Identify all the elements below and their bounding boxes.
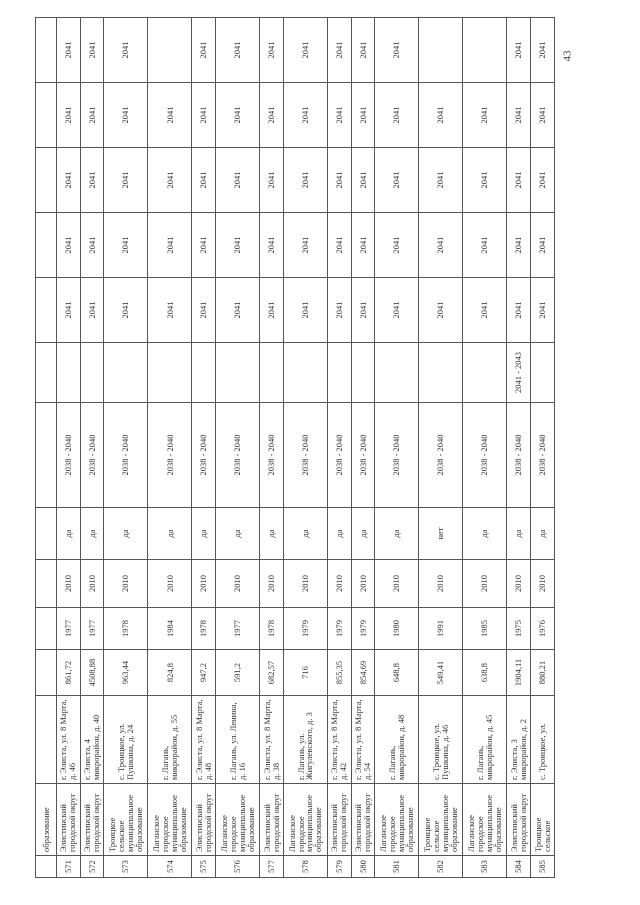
year-col-1-cell: 2041: [283, 278, 327, 343]
flag-cell: да: [192, 508, 216, 560]
row-number-cell: 581: [375, 856, 419, 878]
flag-cell: да: [283, 508, 327, 560]
municipality-cell: Элистинский городской округ: [192, 784, 216, 856]
area-cell: 880,21: [531, 650, 555, 696]
year-cell: 2010: [104, 560, 148, 608]
table-row: [327, 18, 351, 878]
year-col-2-cell: 2041: [327, 213, 351, 278]
municipality-cell: Лаганское городское муниципальное образование: [216, 784, 260, 856]
year-cell: 2010: [57, 560, 81, 608]
extra-period-cell: [57, 343, 81, 403]
address-cell: г. Элиста, ул. 8 Марта, д. 42: [327, 696, 351, 784]
year-col-2-cell: 2041: [216, 213, 260, 278]
period-cell: 2038 - 2040: [148, 403, 192, 508]
year-col-5-cell: 2041: [327, 18, 351, 83]
extra-period-cell: [531, 343, 555, 403]
extra-period-cell: [260, 343, 284, 403]
year-col-5-cell: 2041: [531, 18, 555, 83]
area-cell: 591,2: [216, 650, 260, 696]
period-cell: 2038 - 2040: [463, 403, 507, 508]
municipality-cell: Лаганское городское муниципальное образование: [463, 784, 507, 856]
period-cell: 2038 - 2040: [327, 403, 351, 508]
year-cell: 2010: [283, 560, 327, 608]
year-built-cell: 1985: [463, 608, 507, 650]
year-cell: 2010: [192, 560, 216, 608]
year-cell: 2010: [327, 560, 351, 608]
year-col-3-cell: 2041: [57, 148, 81, 213]
area-cell: 4508,88: [80, 650, 104, 696]
row-number-cell: 582: [419, 856, 463, 878]
address-cell: г. Лагань, ул. Ленина, д. 16: [216, 696, 260, 784]
year-col-4-cell: 2041: [507, 83, 531, 148]
table-row: [260, 18, 284, 878]
municipality-cell: Троицкое сельское муниципальное образование: [104, 784, 148, 856]
municipality-cell: Элистинский городской округ: [57, 784, 81, 856]
address-cell: г. Элиста, ул. 8 Марта, д. 54: [351, 696, 375, 784]
flag-cell: нет: [419, 508, 463, 560]
address-cell: с. Троицкое, ул.: [531, 696, 555, 784]
area-cell: 638,8: [463, 650, 507, 696]
year-cell: 2010: [463, 560, 507, 608]
table-row: [531, 18, 555, 878]
rotated-table-wrapper: [35, 18, 555, 878]
extra-period-cell: [327, 343, 351, 403]
table-row: [507, 18, 531, 878]
extra-period-cell: [283, 343, 327, 403]
municipality-cell: Элистинский городской округ: [327, 784, 351, 856]
area-cell: 824,8: [148, 650, 192, 696]
table-row: [216, 18, 260, 878]
extra-period-cell: [104, 343, 148, 403]
address-cell: г. Лагань, ул. Жигулевского, д. 3: [283, 696, 327, 784]
year-col-3-cell: 2041: [192, 148, 216, 213]
year-cell: 2010: [531, 560, 555, 608]
row-number-cell: 583: [463, 856, 507, 878]
table-body: [36, 18, 555, 878]
address-cell: г. Элиста, ул. 8 Марта, д. 48: [192, 696, 216, 784]
year-built-cell: 1977: [80, 608, 104, 650]
address-cell: г. Элиста, ул. 8 Марта, д. 46: [57, 696, 81, 784]
year-built-cell: 1975: [507, 608, 531, 650]
year-col-5-cell: 2041: [351, 18, 375, 83]
table-row: [192, 18, 216, 878]
header-fragment-row: [36, 18, 57, 878]
year-col-4-cell: 2041: [327, 83, 351, 148]
year-col-3-cell: 2041: [104, 148, 148, 213]
year-cell: 2010: [216, 560, 260, 608]
flag-cell: да: [148, 508, 192, 560]
year-col-4-cell: 2041: [531, 83, 555, 148]
address-cell: с. Троицкое, ул. Пушкина, д. 24: [104, 696, 148, 784]
year-col-3-cell: 2041: [531, 148, 555, 213]
year-col-1-cell: 2041: [216, 278, 260, 343]
area-cell: 1904,11: [507, 650, 531, 696]
row-number-cell: 571: [57, 856, 81, 878]
period-cell: 2038 - 2040: [192, 403, 216, 508]
period-cell: 2038 - 2040: [419, 403, 463, 508]
year-col-1-cell: 2041: [192, 278, 216, 343]
extra-period-cell: [216, 343, 260, 403]
table-row: [375, 18, 419, 878]
flag-cell: да: [351, 508, 375, 560]
year-built-cell: 1979: [327, 608, 351, 650]
year-cell: 2010: [80, 560, 104, 608]
municipality-cell: Троицкое сельское муниципальное образование: [419, 784, 463, 856]
extra-period-cell: [375, 343, 419, 403]
area-cell: 682,57: [260, 650, 284, 696]
year-built-cell: 1979: [351, 608, 375, 650]
row-number-cell: 575: [192, 856, 216, 878]
period-cell: 2038 - 2040: [375, 403, 419, 508]
year-col-3-cell: 2041: [80, 148, 104, 213]
address-cell: г. Лагань, микрорайон, д. 45: [463, 696, 507, 784]
year-col-2-cell: 2041: [507, 213, 531, 278]
year-col-3-cell: 2041: [283, 148, 327, 213]
year-col-2-cell: 2041: [192, 213, 216, 278]
year-col-4-cell: 2041: [375, 83, 419, 148]
area-cell: 963,44: [104, 650, 148, 696]
period-cell: 2038 - 2040: [531, 403, 555, 508]
year-col-1-cell: 2041: [148, 278, 192, 343]
extra-period-cell: 2041 - 2043: [507, 343, 531, 403]
year-col-3-cell: 2041: [375, 148, 419, 213]
year-cell: 2010: [507, 560, 531, 608]
year-cell: 2010: [419, 560, 463, 608]
area-cell: 648,8: [375, 650, 419, 696]
year-built-cell: 1979: [283, 608, 327, 650]
flag-cell: да: [375, 508, 419, 560]
year-col-2-cell: 2041: [375, 213, 419, 278]
table-row: [148, 18, 192, 878]
year-col-5-cell: 2041: [80, 18, 104, 83]
year-col-2-cell: 2041: [283, 213, 327, 278]
flag-cell: да: [80, 508, 104, 560]
period-cell: 2038 - 2040: [104, 403, 148, 508]
year-col-4-cell: 2041: [283, 83, 327, 148]
address-cell: г. Элиста, ул. 8 Марта, д. 38: [260, 696, 284, 784]
year-built-cell: 1977: [216, 608, 260, 650]
year-col-3-cell: 2041: [327, 148, 351, 213]
year-built-cell: 1984: [148, 608, 192, 650]
year-col-2-cell: 2041: [419, 213, 463, 278]
extra-period-cell: [80, 343, 104, 403]
row-number-cell: 576: [216, 856, 260, 878]
row-number-cell: 584: [507, 856, 531, 878]
year-col-2-cell: 2041: [104, 213, 148, 278]
municipality-cell: Лаганское городское муниципальное образование: [375, 784, 419, 856]
flag-cell: да: [327, 508, 351, 560]
year-col-2-cell: 2041: [80, 213, 104, 278]
flag-cell: да: [57, 508, 81, 560]
year-col-5-cell: [419, 18, 463, 83]
table-row: [419, 18, 463, 878]
year-col-3-cell: 2041: [463, 148, 507, 213]
year-col-2-cell: 2041: [57, 213, 81, 278]
municipality-cell: Лаганское городское муниципальное образование: [148, 784, 192, 856]
year-col-3-cell: 2041: [419, 148, 463, 213]
year-col-3-cell: 2041: [148, 148, 192, 213]
year-col-1-cell: 2041: [375, 278, 419, 343]
extra-period-cell: [148, 343, 192, 403]
table-row: [351, 18, 375, 878]
table-row: [104, 18, 148, 878]
address-cell: г. Лагань, микрорайон, д. 48: [375, 696, 419, 784]
year-col-3-cell: 2041: [507, 148, 531, 213]
year-cell: 2010: [351, 560, 375, 608]
year-col-1-cell: 2041: [104, 278, 148, 343]
year-built-cell: 1978: [260, 608, 284, 650]
flag-cell: да: [216, 508, 260, 560]
municipality-cell: Элистинский городской округ: [507, 784, 531, 856]
year-col-5-cell: 2041: [283, 18, 327, 83]
year-built-cell: 1991: [419, 608, 463, 650]
year-built-cell: 1978: [104, 608, 148, 650]
year-col-4-cell: 2041: [351, 83, 375, 148]
year-col-4-cell: 2041: [260, 83, 284, 148]
year-col-3-cell: 2041: [216, 148, 260, 213]
row-number-cell: 574: [148, 856, 192, 878]
period-cell: 2038 - 2040: [216, 403, 260, 508]
header-cell: [36, 856, 57, 878]
row-number-cell: 585: [531, 856, 555, 878]
year-col-5-cell: 2041: [104, 18, 148, 83]
year-col-1-cell: 2041: [507, 278, 531, 343]
year-col-4-cell: 2041: [419, 83, 463, 148]
year-col-4-cell: 2041: [216, 83, 260, 148]
municipality-cell: Лаганское городское муниципальное образование: [283, 784, 327, 856]
row-number-cell: 579: [327, 856, 351, 878]
year-col-2-cell: 2041: [148, 213, 192, 278]
municipality-cell: Элистинский городской округ: [80, 784, 104, 856]
year-built-cell: 1976: [531, 608, 555, 650]
area-cell: 716: [283, 650, 327, 696]
year-col-1-cell: 2041: [351, 278, 375, 343]
period-cell: 2038 - 2040: [80, 403, 104, 508]
area-cell: 854,69: [351, 650, 375, 696]
table-row: [57, 18, 81, 878]
year-col-2-cell: 2041: [351, 213, 375, 278]
address-cell: г. Элиста, 4 микрорайон, д. 40: [80, 696, 104, 784]
row-number-cell: 577: [260, 856, 284, 878]
area-cell: 549,41: [419, 650, 463, 696]
table-row: [463, 18, 507, 878]
address-cell: с. Троицкое, ул. Пушкина, д. 46: [419, 696, 463, 784]
year-col-1-cell: 2041: [260, 278, 284, 343]
year-col-5-cell: 2041: [507, 18, 531, 83]
year-col-4-cell: 2041: [192, 83, 216, 148]
table-row: [80, 18, 104, 878]
flag-cell: да: [104, 508, 148, 560]
year-col-1-cell: 2041: [531, 278, 555, 343]
year-cell: 2010: [148, 560, 192, 608]
year-col-5-cell: 2041: [192, 18, 216, 83]
year-col-4-cell: 2041: [463, 83, 507, 148]
row-number-cell: 572: [80, 856, 104, 878]
flag-cell: да: [507, 508, 531, 560]
flag-cell: да: [260, 508, 284, 560]
year-built-cell: 1977: [57, 608, 81, 650]
year-col-4-cell: 2041: [57, 83, 81, 148]
period-cell: 2038 - 2040: [57, 403, 81, 508]
address-cell: г. Элиста, 3 микрорайон, д. 2: [507, 696, 531, 784]
area-cell: 855,35: [327, 650, 351, 696]
row-number-cell: 578: [283, 856, 327, 878]
header-fragment: образование: [36, 784, 57, 856]
address-cell: г. Лагань, микрорайон, д. 55: [148, 696, 192, 784]
municipality-cell: Элистинский городской округ: [351, 784, 375, 856]
year-col-1-cell: 2041: [80, 278, 104, 343]
period-cell: 2038 - 2040: [260, 403, 284, 508]
year-built-cell: 1980: [375, 608, 419, 650]
year-col-1-cell: 2041: [57, 278, 81, 343]
extra-period-cell: [351, 343, 375, 403]
municipality-cell: Элистинский городской округ: [260, 784, 284, 856]
year-col-1-cell: 2041: [327, 278, 351, 343]
year-col-1-cell: 2041: [463, 278, 507, 343]
housing-table: [35, 17, 555, 878]
year-col-5-cell: 2041: [260, 18, 284, 83]
year-col-3-cell: 2041: [260, 148, 284, 213]
year-col-1-cell: 2041: [419, 278, 463, 343]
year-col-5-cell: [463, 18, 507, 83]
table-row: [283, 18, 327, 878]
period-cell: 2038 - 2040: [283, 403, 327, 508]
year-col-4-cell: 2041: [104, 83, 148, 148]
period-cell: 2038 - 2040: [507, 403, 531, 508]
year-col-5-cell: [148, 18, 192, 83]
area-cell: 947,2: [192, 650, 216, 696]
period-cell: 2038 - 2040: [351, 403, 375, 508]
municipality-cell: Троицкое сельское: [531, 784, 555, 856]
year-cell: 2010: [375, 560, 419, 608]
flag-cell: да: [463, 508, 507, 560]
year-built-cell: 1978: [192, 608, 216, 650]
row-number-cell: 573: [104, 856, 148, 878]
year-col-2-cell: 2041: [531, 213, 555, 278]
year-col-4-cell: 2041: [80, 83, 104, 148]
year-col-5-cell: 2041: [375, 18, 419, 83]
extra-period-cell: [463, 343, 507, 403]
year-col-2-cell: 2041: [463, 213, 507, 278]
year-col-4-cell: 2041: [148, 83, 192, 148]
extra-period-cell: [419, 343, 463, 403]
area-cell: 861,72: [57, 650, 81, 696]
extra-period-cell: [192, 343, 216, 403]
flag-cell: да: [531, 508, 555, 560]
page-number: 43: [561, 50, 574, 62]
year-cell: 2010: [260, 560, 284, 608]
year-col-3-cell: 2041: [351, 148, 375, 213]
row-number-cell: 580: [351, 856, 375, 878]
year-col-2-cell: 2041: [260, 213, 284, 278]
year-col-5-cell: 2041: [216, 18, 260, 83]
year-col-5-cell: 2041: [57, 18, 81, 83]
